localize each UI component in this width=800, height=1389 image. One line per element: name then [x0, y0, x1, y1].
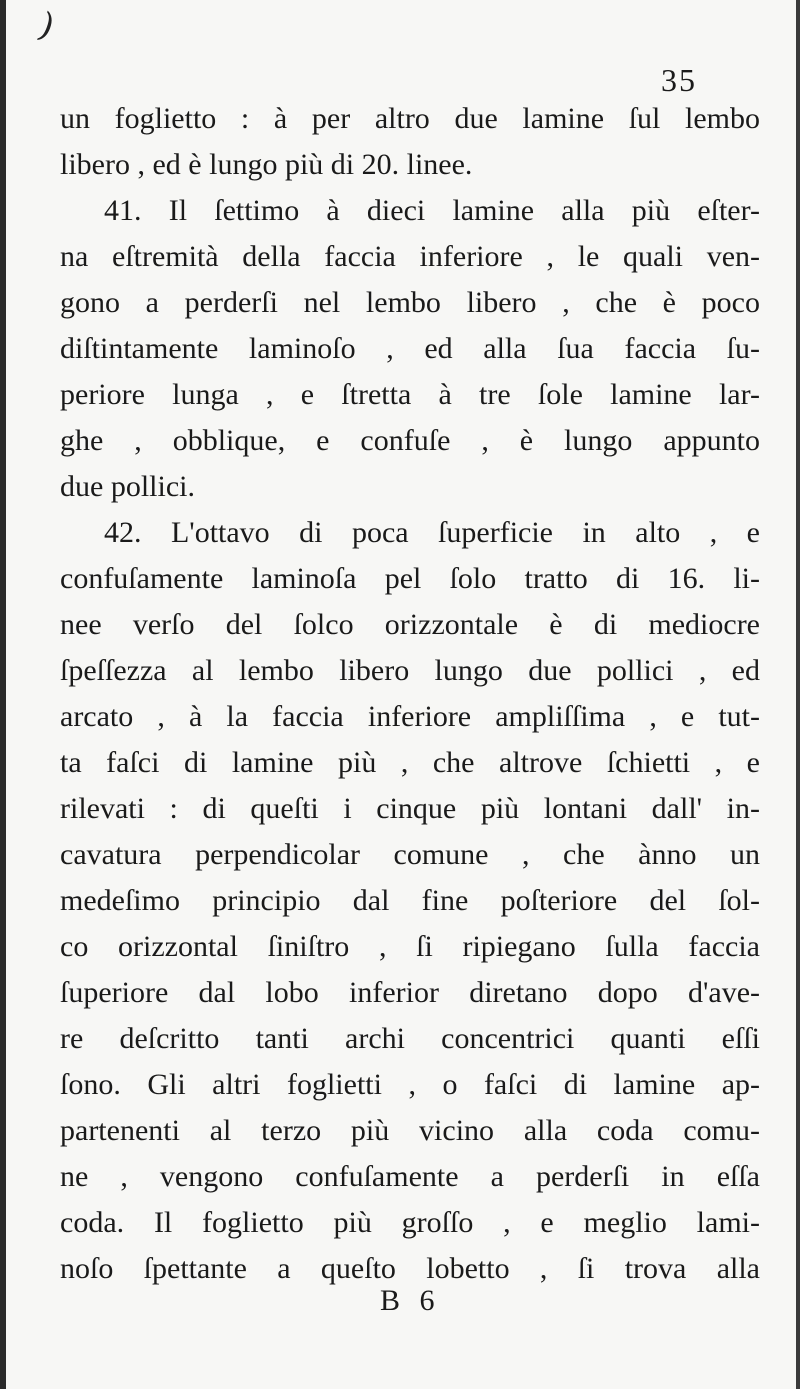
text-line: partenenti al terzo più vicino alla coda comu-: [60, 1114, 760, 1147]
page-left-edge: [0, 0, 6, 1389]
paragraph-start-42: 42. L'ottavo di poca ſuperficie in alto , e: [104, 516, 760, 549]
text-line: ghe , obblique, e confuſe , è lungo appunto: [60, 424, 760, 457]
text-line: arcato , à la faccia inferiore ampliſſima , e tut-: [60, 700, 760, 733]
text-line: un foglietto : à per altro due lamine ſul lembo: [60, 102, 760, 135]
text-line: confuſamente laminoſa pel ſolo tratto di 16. li-: [60, 562, 760, 595]
text-line: ne , vengono confuſamente a perderſi in eſſa: [60, 1160, 760, 1193]
text-line: medeſimo principio dal fine poſteriore del ſol-: [60, 884, 760, 917]
signature-mark: B 6: [380, 1284, 441, 1317]
text-line: noſo ſpettante a queſto lobetto , ſi trova alla: [60, 1252, 760, 1285]
body-text: [60, 96, 760, 1292]
text-line: cavatura perpendicolar comune , che ànno un: [60, 838, 760, 871]
text-line: co orizzontal ſiniſtro , ſi ripiegano ſulla faccia: [60, 930, 760, 963]
text-line: rilevati : di queſti i cinque più lontani dall' in-: [60, 792, 760, 825]
paragraph-start-41: 41. Il ſettimo à dieci lamine alla più eſter-: [104, 194, 760, 227]
text-line: nee verſo del ſolco orizzontale è di mediocre: [60, 608, 760, 641]
text-line: ta faſci di lamine più , che altrove ſchietti , e: [60, 746, 760, 779]
text-line: ſuperiore dal lobo inferior diretano dopo d'ave-: [60, 976, 760, 1009]
text-line: coda. Il foglietto più groſſo , e meglio lami-: [60, 1206, 760, 1239]
text-line: libero , ed è lungo più di 20. linee.: [60, 148, 473, 181]
text-line: ſono. Gli altri foglietti , o faſci di lamine ap-: [60, 1068, 760, 1101]
text-line: na eſtremità della faccia inferiore , le quali ven-: [60, 240, 760, 273]
corner-mark: ): [33, 4, 60, 48]
text-line: re deſcritto tanti archi concentrici quanti eſſi: [60, 1022, 760, 1055]
text-line: ſpeſſezza al lembo libero lungo due pollici , ed: [60, 654, 760, 687]
text-line: due pollici.: [60, 470, 195, 503]
text-line: diſtintamente laminoſo , ed alla ſua faccia ſu-: [60, 332, 760, 365]
page-right-edge: [796, 0, 800, 1389]
text-line: gono a perderſi nel lembo libero , che è poco: [60, 286, 760, 319]
text-line: periore lunga , e ſtretta à tre ſole lamine lar-: [60, 378, 760, 411]
page-number: 35: [661, 62, 697, 98]
